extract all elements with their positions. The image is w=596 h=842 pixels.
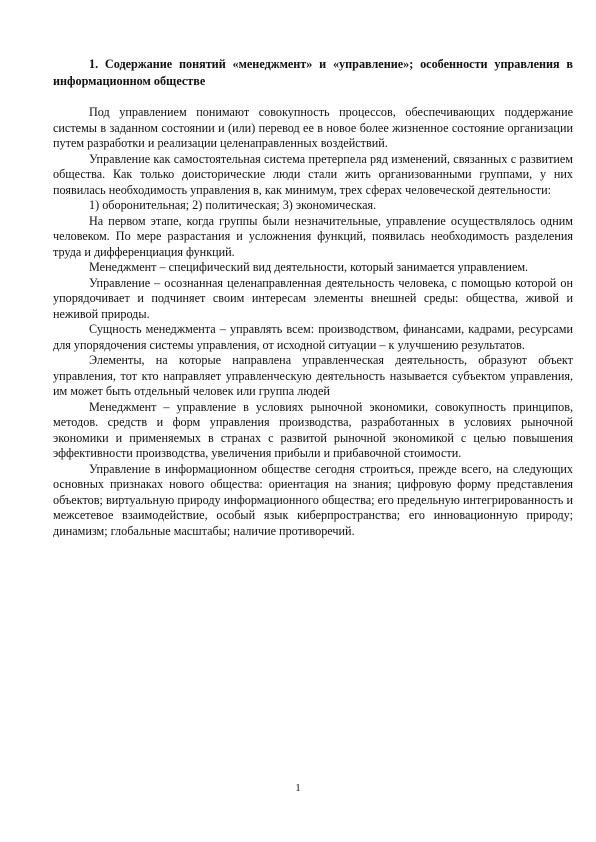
paragraph-management-definition: Менеджмент – специфический вид деятельности, который занимается управлением.	[89, 260, 529, 274]
paragraph-definition: Под управлением понимают совокупность процессов, обеспечивающих поддержание системы в заданном состоянии и (или) перевод ее в новое более жизненное состояние организации путем разработки и реализации целенаправленных воздействий.	[53, 105, 573, 150]
paragraph-market-management: Менеджмент – управление в условиях рыночной экономики, совокупность принципов, методов. средств и форм управления производства, разработанных в условиях рыночной экономики и применяемых в странах с развитой рыночной экономикой с целью повышения эффективности производства, увеличения прибыли и прибавочной стоимости.	[53, 399, 573, 460]
page-number: 1	[295, 782, 301, 794]
paragraph-history: Управление как самостоятельная система претерпела ряд изменений, связанных с развитием общества. Как только доисторические люди стали жить организованными группами, у них появилась необходимость управления в, как минимум, трех сферах человеческой деятельности:	[53, 151, 573, 197]
page-content	[53, 56, 573, 539]
section-heading: 1. Содержание понятий «менеджмент» и «управление»; особенности управления в информационном обществе	[53, 57, 573, 88]
paragraph-first-stage: На первом этапе, когда группы были незначительные, управление осуществлялось одним человеком. По мере разрастания и усложнения функций, появилась необходимость разделения труда и дифференциация функций.	[53, 213, 573, 259]
paragraph-spheres: 1) оборонительная; 2) политическая; 3) экономическая.	[89, 198, 377, 212]
paragraph-information-society: Управление в информационном обществе сегодня строиться, прежде всего, на следующих основных признаках нового общества: ориентация на знания; цифровую форму представления объектов; виртуальную природу информационного общества; его предельную интегрированность и межсетевое взаимодействие, особый язык киберпространства; его инновационную природу; динамизм; глобальные масштабы; наличие противоречий.	[53, 461, 573, 538]
paragraph-control-definition: Управление – осознанная целенаправленная деятельность человека, с помощью которой он упорядочивает и подчиняет своим интересам элементы внешней среды: общества, живой и неживой природы.	[53, 275, 573, 321]
paragraph-elements: Элементы, на которые направлена управленческая деятельность, образуют объект управления, тот кто направляет управленческую деятельность называется субъектом управления, им может быть отдельный человек или группа людей	[53, 353, 573, 398]
paragraph-essence: Сущность менеджмента – управлять всем: производством, финансами, кадрами, ресурсами для упорядочения системы управления, от исходной ситуации – к улучшению результатов.	[53, 322, 573, 352]
